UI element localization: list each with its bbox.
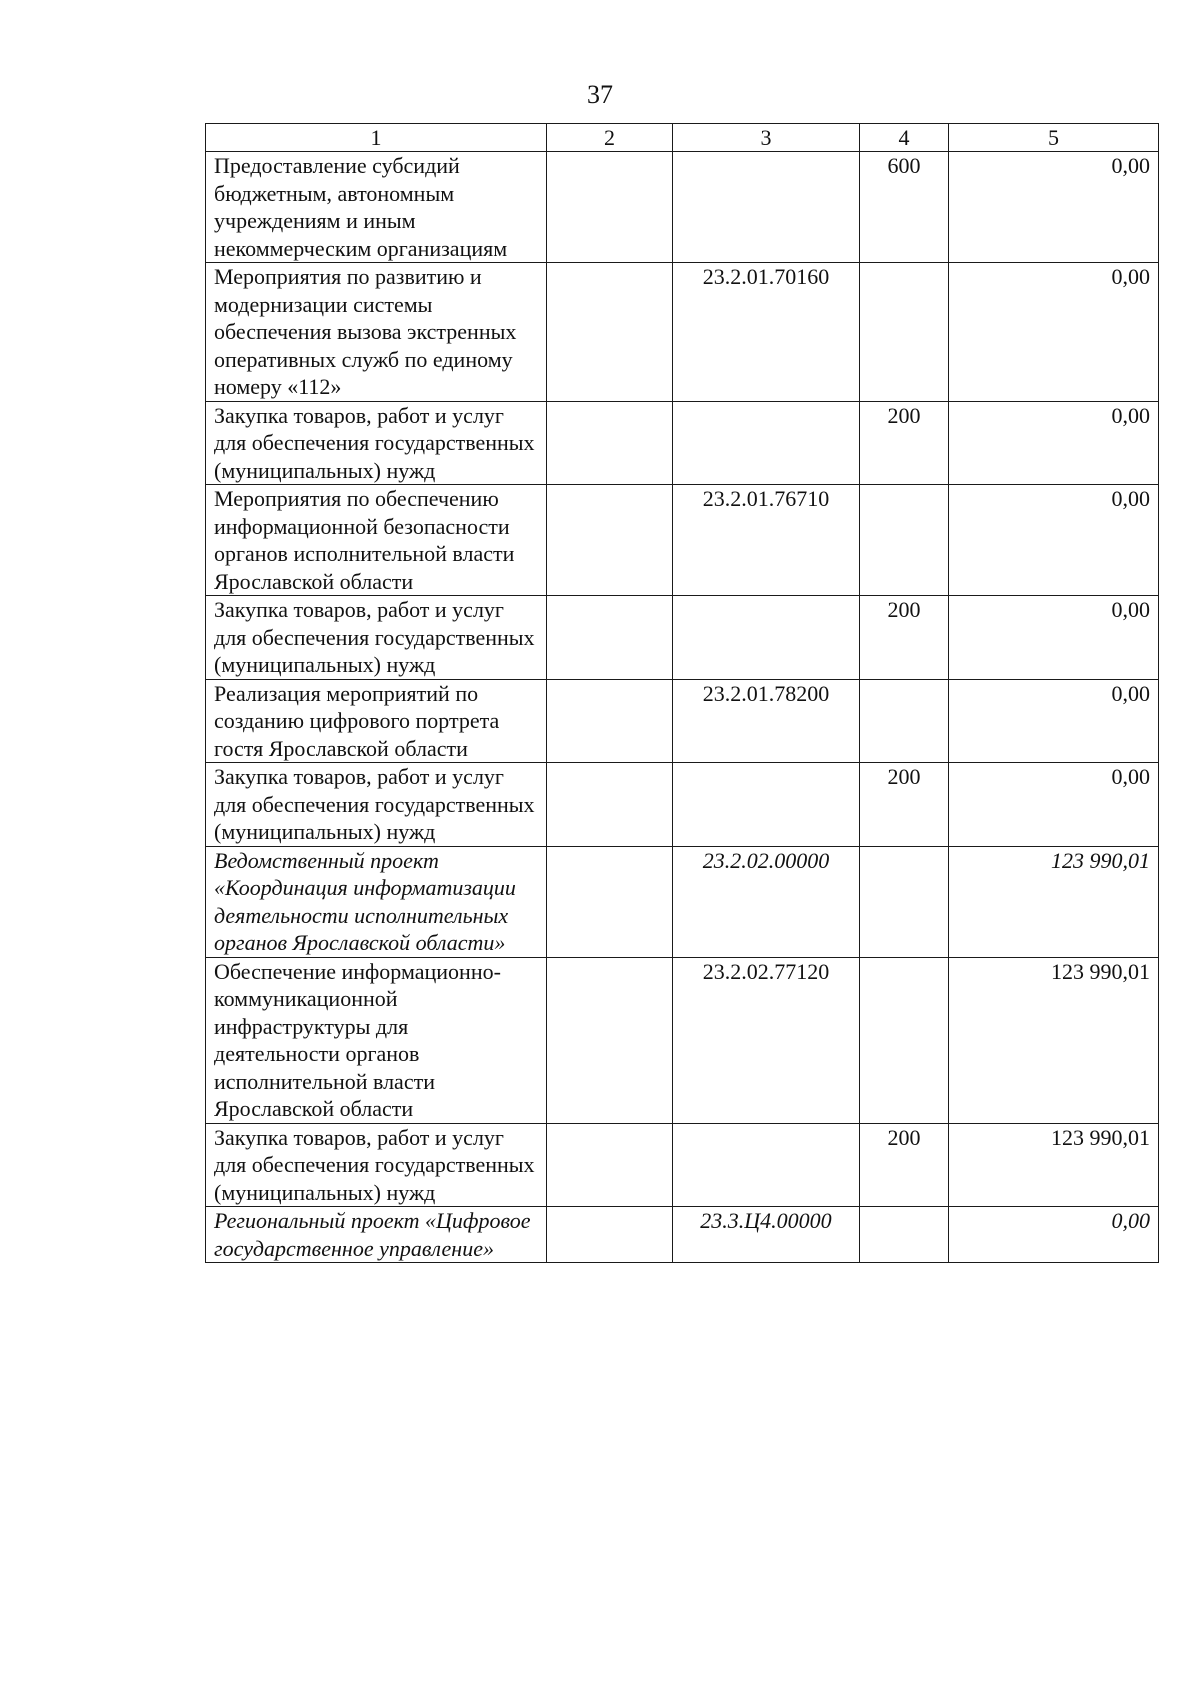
row-code <box>673 401 860 485</box>
row-expense-type: 200 <box>860 1123 949 1207</box>
row-amount: 123 990,01 <box>949 846 1159 957</box>
row-name: Закупка товаров, работ и услуг для обеспечения государственных (муниципальных) нужд <box>206 401 547 485</box>
row-col2 <box>547 485 673 596</box>
table-row <box>206 679 1159 763</box>
page-number: 37 <box>587 80 613 109</box>
row-expense-type <box>860 679 949 763</box>
row-expense-type: 200 <box>860 401 949 485</box>
row-expense-type <box>860 263 949 402</box>
row-col2 <box>547 763 673 847</box>
table-row <box>206 596 1159 680</box>
row-expense-type: 200 <box>860 596 949 680</box>
header-col-5: 5 <box>949 124 1159 152</box>
row-col2 <box>547 1207 673 1263</box>
row-col2 <box>547 596 673 680</box>
table-body <box>206 152 1159 1263</box>
header-col-1: 1 <box>206 124 547 152</box>
row-code <box>673 1123 860 1207</box>
row-col2 <box>547 152 673 263</box>
row-name: Реализация мероприятий по созданию цифрового портрета гостя Ярославской области <box>206 679 547 763</box>
row-expense-type <box>860 957 949 1123</box>
row-amount: 0,00 <box>949 679 1159 763</box>
table-row <box>206 1207 1159 1263</box>
table-row <box>206 846 1159 957</box>
table-row <box>206 957 1159 1123</box>
row-expense-type: 200 <box>860 763 949 847</box>
row-expense-type: 600 <box>860 152 949 263</box>
row-name: Ведомственный проект «Координация информатизации деятельности исполнительных органов Ярославской области» <box>206 846 547 957</box>
header-col-4: 4 <box>860 124 949 152</box>
row-code: 23.2.02.00000 <box>673 846 860 957</box>
row-name: Мероприятия по обеспечению информационной безопасности органов исполнительной власти Ярославской области <box>206 485 547 596</box>
row-code: 23.2.01.78200 <box>673 679 860 763</box>
table-row <box>206 152 1159 263</box>
row-amount: 0,00 <box>949 152 1159 263</box>
table-header <box>206 124 1159 152</box>
row-code: 23.2.02.77120 <box>673 957 860 1123</box>
row-expense-type <box>860 485 949 596</box>
row-name: Мероприятия по развитию и модернизации системы обеспечения вызова экстренных оперативных служб по единому номеру «112» <box>206 263 547 402</box>
table-row <box>206 763 1159 847</box>
table-row <box>206 401 1159 485</box>
row-col2 <box>547 679 673 763</box>
table-row <box>206 485 1159 596</box>
row-col2 <box>547 846 673 957</box>
row-code <box>673 596 860 680</box>
table-row <box>206 263 1159 402</box>
row-col2 <box>547 401 673 485</box>
row-amount: 0,00 <box>949 263 1159 402</box>
row-code: 23.3.Ц4.00000 <box>673 1207 860 1263</box>
row-expense-type <box>860 1207 949 1263</box>
row-col2 <box>547 957 673 1123</box>
row-name: Закупка товаров, работ и услуг для обеспечения государственных (муниципальных) нужд <box>206 596 547 680</box>
row-amount: 123 990,01 <box>949 1123 1159 1207</box>
row-name: Региональный проект «Цифровое государственное управление» <box>206 1207 547 1263</box>
row-code: 23.2.01.76710 <box>673 485 860 596</box>
row-col2 <box>547 1123 673 1207</box>
row-expense-type <box>860 846 949 957</box>
row-code: 23.2.01.70160 <box>673 263 860 402</box>
row-name: Предоставление субсидий бюджетным, автономным учреждениям и иным некоммерческим организациям <box>206 152 547 263</box>
budget-table <box>205 123 1159 1263</box>
table-row <box>206 1123 1159 1207</box>
row-amount: 0,00 <box>949 763 1159 847</box>
row-code <box>673 152 860 263</box>
row-col2 <box>547 263 673 402</box>
row-name: Закупка товаров, работ и услуг для обеспечения государственных (муниципальных) нужд <box>206 1123 547 1207</box>
row-name: Закупка товаров, работ и услуг для обеспечения государственных (муниципальных) нужд <box>206 763 547 847</box>
row-amount: 123 990,01 <box>949 957 1159 1123</box>
row-amount: 0,00 <box>949 596 1159 680</box>
header-col-2: 2 <box>547 124 673 152</box>
header-col-3: 3 <box>673 124 860 152</box>
row-name: Обеспечение информационно-коммуникационной инфраструктуры для деятельности органов исполнительной власти Ярославской области <box>206 957 547 1123</box>
row-code <box>673 763 860 847</box>
row-amount: 0,00 <box>949 1207 1159 1263</box>
row-amount: 0,00 <box>949 401 1159 485</box>
header-row <box>206 124 1159 152</box>
row-amount: 0,00 <box>949 485 1159 596</box>
